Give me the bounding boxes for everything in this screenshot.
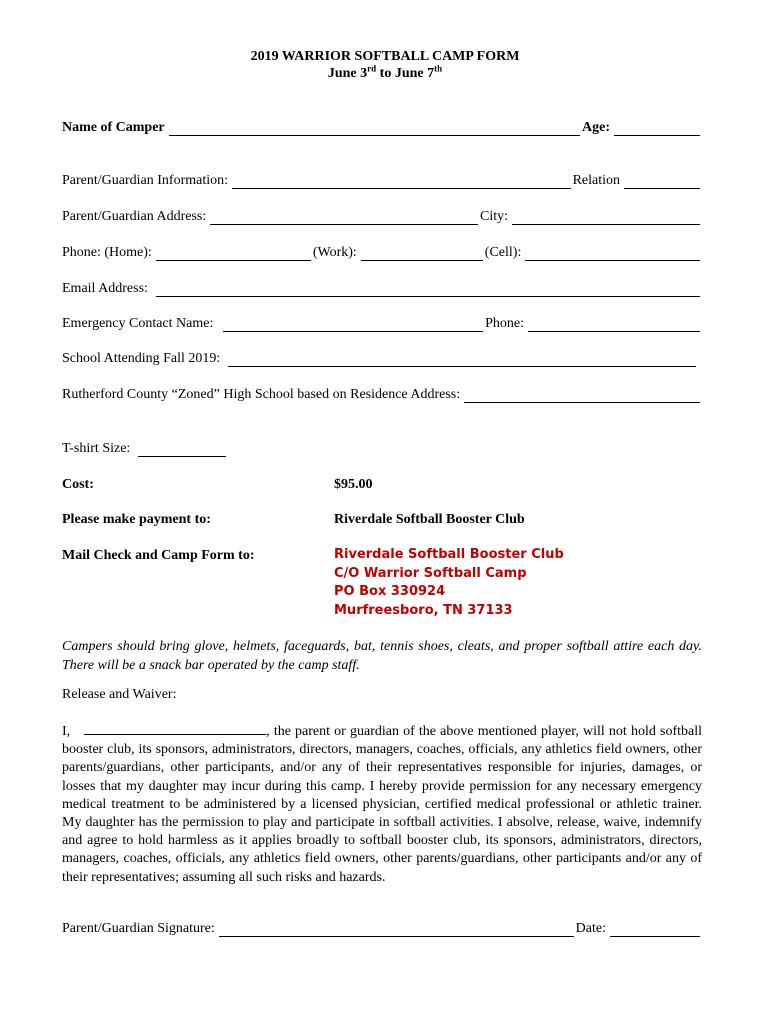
address-line: PO Box 330924: [334, 584, 446, 599]
mail-label: Mail Check and Camp Form to:: [62, 548, 255, 563]
zoned-school-row: [62, 387, 702, 403]
cost-label: Cost:: [62, 477, 94, 492]
cost-value: $95.00: [334, 477, 373, 492]
address-row: [62, 209, 702, 225]
emergency-row: [62, 316, 702, 332]
emergency-phone-label: Phone:: [485, 316, 524, 331]
zoned-school-field[interactable]: [464, 389, 700, 403]
signature-label: Parent/Guardian Signature:: [62, 921, 215, 936]
phone-home-label: Phone: (Home):: [62, 245, 152, 260]
parent-info-field[interactable]: [232, 175, 571, 189]
phone-work-label: (Work):: [312, 245, 357, 260]
email-field[interactable]: [156, 283, 700, 297]
phone-home-field[interactable]: [156, 247, 311, 261]
signature-row: [62, 921, 702, 937]
phone-row: [62, 245, 702, 261]
emergency-phone-field[interactable]: [528, 318, 700, 332]
tshirt-label: T-shirt Size:: [62, 441, 131, 456]
equipment-note: Campers should bring glove, helmets, faceguards, bat, tennis shoes, cleats, and proper softball attire each day. There will be a snack bar operated by the camp staff.: [62, 639, 702, 673]
school-field[interactable]: [228, 353, 696, 367]
tshirt-row: [62, 441, 702, 457]
waiver-name-field[interactable]: [84, 722, 266, 735]
parent-address-label: Parent/Guardian Address:: [62, 209, 207, 224]
phone-cell-field[interactable]: [525, 247, 700, 261]
date-field[interactable]: [610, 923, 700, 937]
camper-name-label: Name of Camper: [62, 120, 165, 135]
parent-info-row: [62, 173, 702, 189]
tshirt-field[interactable]: [138, 443, 226, 457]
waiver-text: , the parent or guardian of the above mentioned player, will not hold softball booster club, its sponsors, administrators, directors, managers, coaches, officials, any athletics field owners, other parents/guardians, other participants, and/or any of their representatives responsible for injuries, damages, or losses that my daughter may incur during this camp. I hereby provide permission for any necessary emergency medical treatment to be administered by a licensed physician, certified medical professional or athletic trainer. My daughter has the permission to play and participate in softball activities. I absolve, release, waive, indemnify and agree to hold harmless as it applies broadly to softball booster club, its sponsors, administrators, directors, managers, coaches, officials, any athletics field owners, other parents/guardians, other participants and/or any of their representatives; assuming all such risks and hazards.: [62, 724, 702, 885]
emergency-contact-label: Emergency Contact Name:: [62, 316, 214, 331]
age-field[interactable]: [614, 122, 700, 136]
payment-label: Please make payment to:: [62, 512, 211, 527]
city-label: City:: [479, 209, 508, 224]
waiver-prefix: I,: [62, 724, 71, 739]
parent-address-field[interactable]: [210, 211, 478, 225]
emergency-contact-field[interactable]: [223, 318, 483, 332]
school-row: [62, 351, 702, 367]
school-label: School Attending Fall 2019:: [62, 351, 221, 366]
parent-info-label: Parent/Guardian Information:: [62, 173, 229, 188]
age-label: Age:: [582, 120, 610, 135]
release-heading: Release and Waiver:: [62, 687, 177, 702]
camper-name-field[interactable]: [169, 122, 580, 136]
waiver-paragraph: [62, 722, 702, 887]
phone-cell-label: (Cell):: [484, 245, 522, 260]
email-row: [62, 281, 702, 297]
camper-row: [62, 120, 702, 136]
mailing-address: [334, 546, 564, 620]
address-line: Murfreesboro, TN 37133: [334, 602, 513, 618]
email-label: Email Address:: [62, 281, 148, 296]
camp-dates: June 3rd to June 7th: [327, 63, 443, 81]
address-line: Riverdale Softball Booster Club: [334, 547, 564, 562]
zoned-school-label: Rutherford County “Zoned” High School based on Residence Address:: [62, 387, 461, 402]
city-field[interactable]: [512, 211, 700, 225]
address-line: C/O Warrior Softball Camp: [334, 565, 527, 581]
relation-field[interactable]: [624, 175, 700, 189]
date-label: Date:: [575, 921, 606, 936]
phone-work-field[interactable]: [361, 247, 483, 261]
form-title: 2019 WARRIOR SOFTBALL CAMP FORM: [250, 49, 520, 64]
relation-label: Relation: [572, 173, 620, 188]
signature-field[interactable]: [219, 923, 574, 937]
payment-value: Riverdale Softball Booster Club: [334, 512, 525, 527]
